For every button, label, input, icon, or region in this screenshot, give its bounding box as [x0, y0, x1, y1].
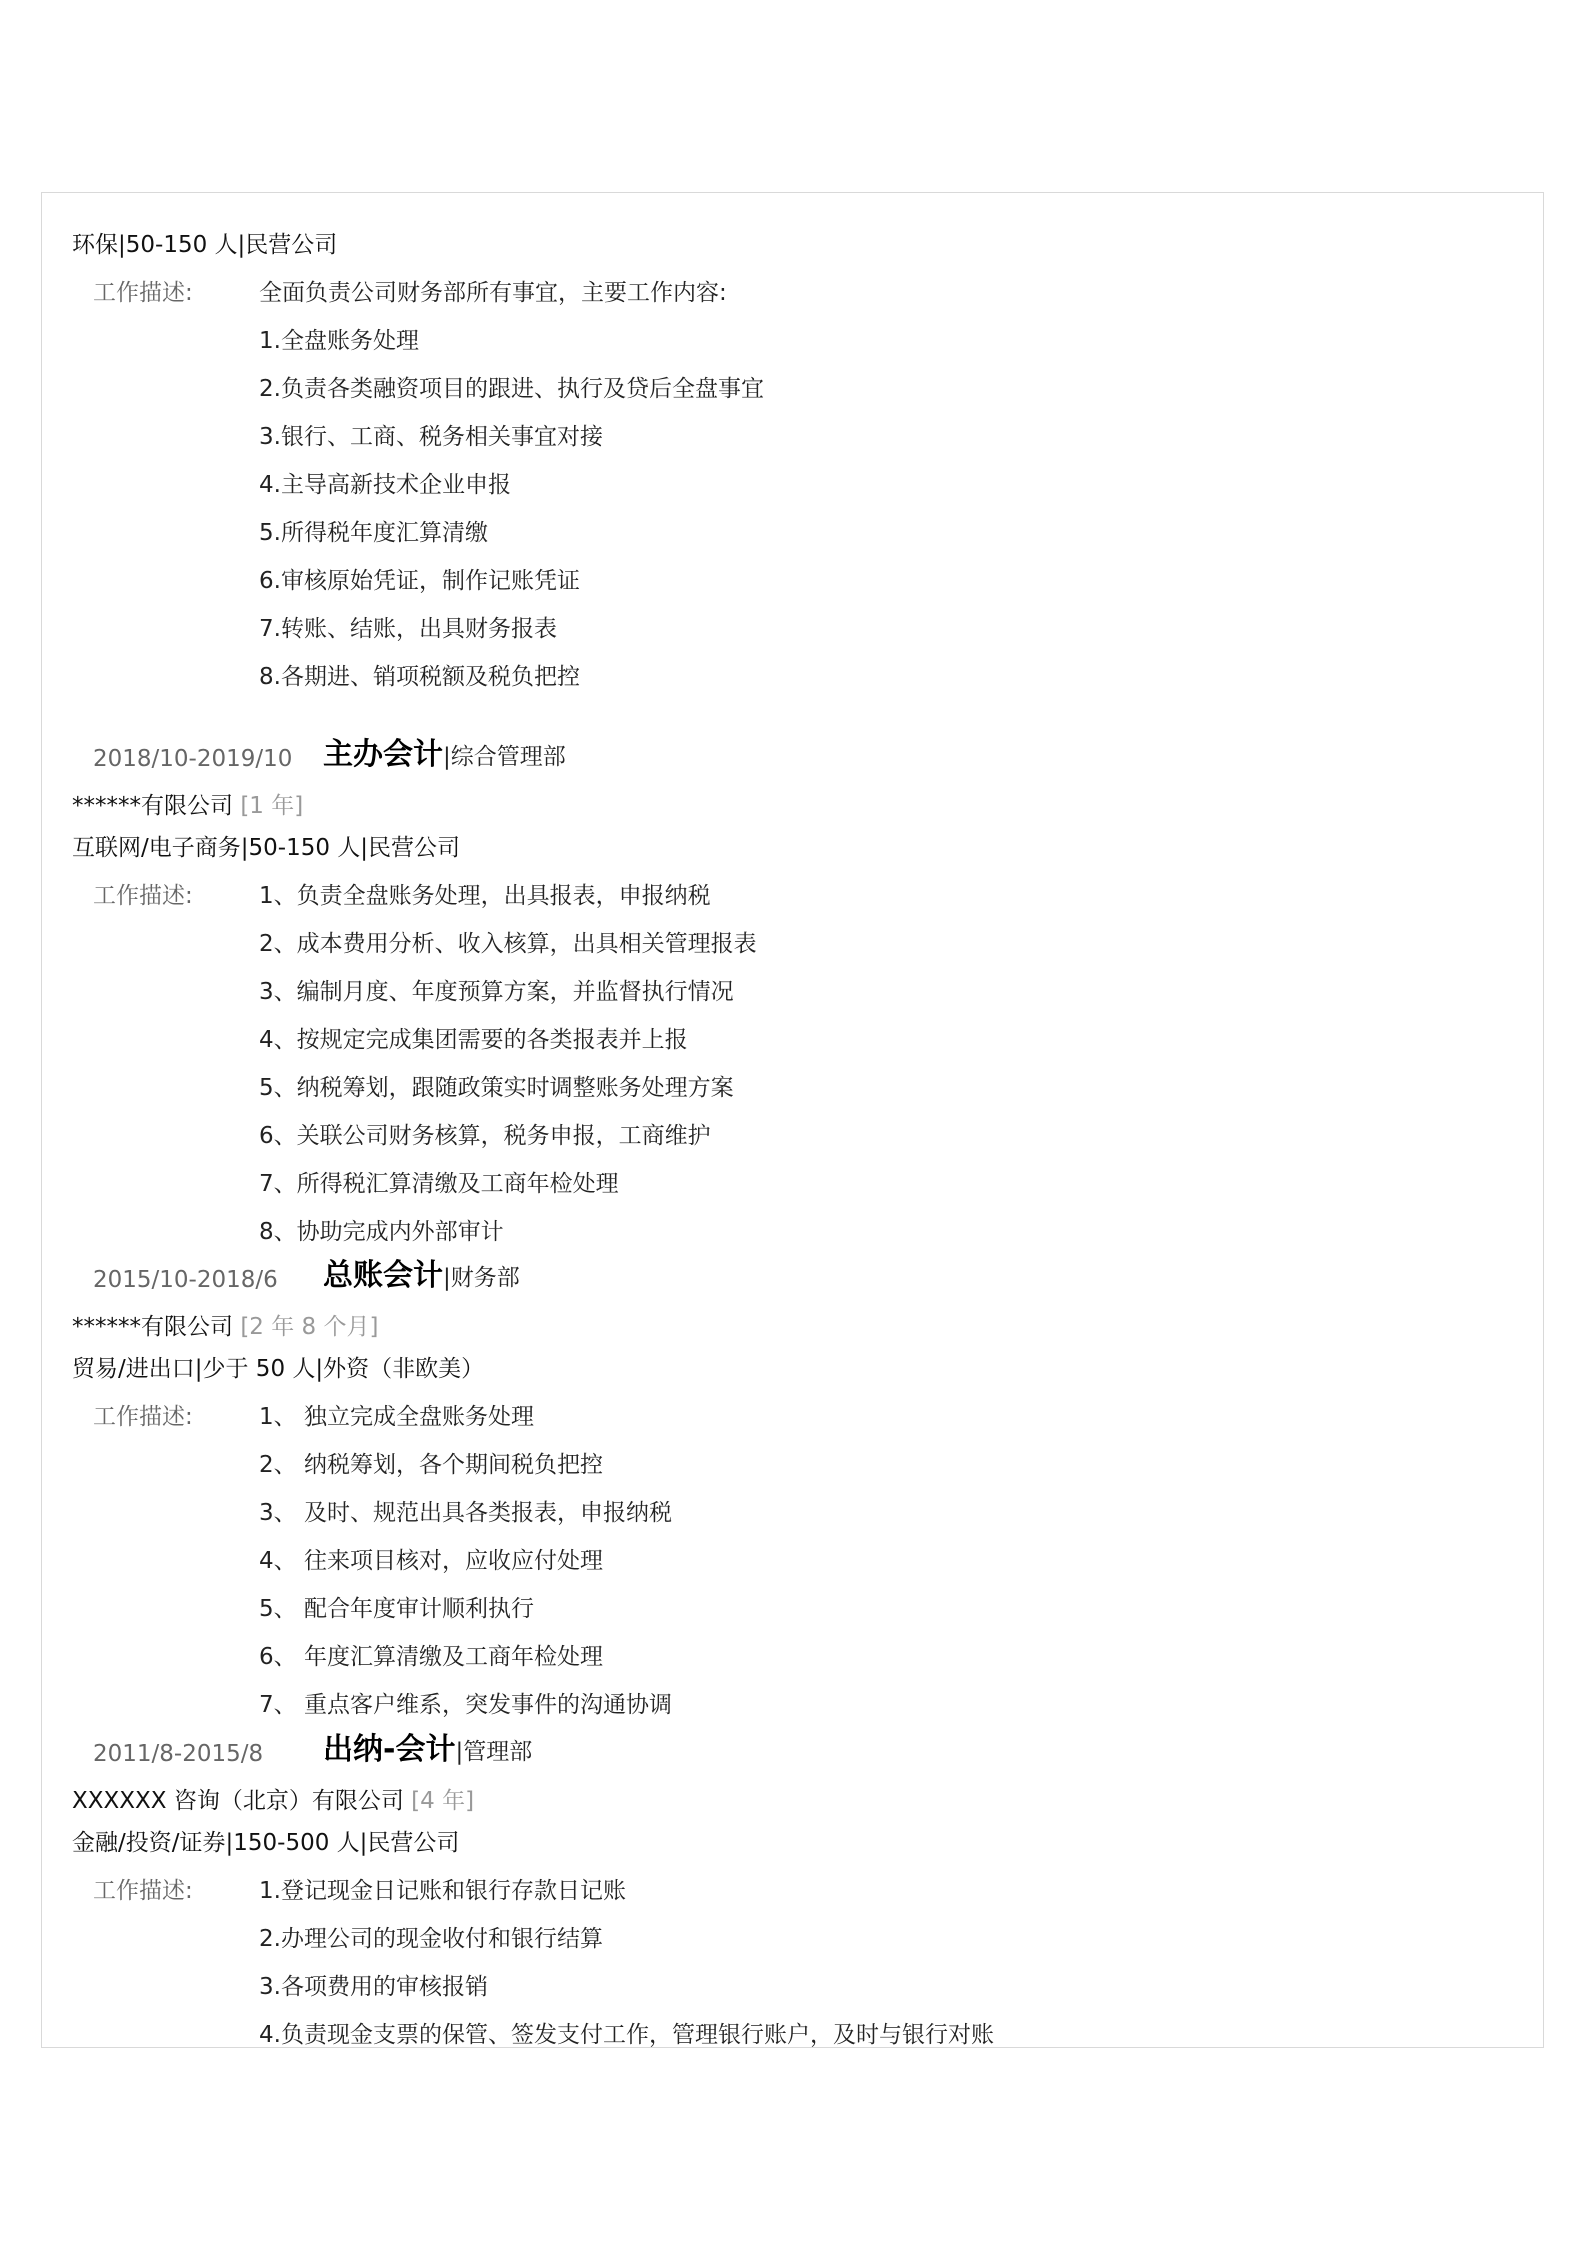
job-title-text: 总账会计 [323, 1258, 443, 1293]
desc-item: 3.银行、工商、税务相关事宜对接 [259, 424, 603, 450]
desc-item: 1、 独立完成全盘账务处理 [259, 1404, 534, 1430]
desc-item: 2.负责各类融资项目的跟进、执行及贷后全盘事宜 [259, 376, 764, 402]
desc-item: 6.审核原始凭证，制作记账凭证 [259, 568, 580, 594]
job-title [323, 736, 566, 776]
industry-line: 金融/投资/证券|150-500 人|民营公司 [72, 1830, 460, 1856]
desc-item: 4.负责现金支票的保管、签发支付工作，管理银行账户，及时与银行对账 [259, 2022, 994, 2048]
desc-item: 全面负责公司财务部所有事宜，主要工作内容: [259, 280, 727, 306]
desc-label: 工作描述: [93, 280, 193, 306]
job-period: 2018/10-2019/10 [93, 746, 293, 772]
job-separator: | [443, 1265, 451, 1291]
desc-label: 工作描述: [93, 1404, 193, 1430]
job-duration: [1 年] [240, 793, 304, 819]
job-dept: 财务部 [450, 1265, 520, 1291]
job-title-text: 主办会计 [323, 737, 443, 772]
desc-item: 6、关联公司财务核算，税务申报，工商维护 [259, 1123, 711, 1149]
job-dept: 综合管理部 [450, 744, 566, 770]
job-separator: | [443, 744, 451, 770]
desc-item: 1、负责全盘账务处理，出具报表，申报纳税 [259, 883, 711, 909]
desc-item: 4.主导高新技术企业申报 [259, 472, 511, 498]
desc-item: 7、所得税汇算清缴及工商年检处理 [259, 1171, 619, 1197]
desc-item: 1.全盘账务处理 [259, 328, 419, 354]
desc-item: 2、成本费用分析、收入核算，出具相关管理报表 [259, 931, 757, 957]
company-name: ******有限公司 [72, 1314, 233, 1340]
job-separator: | [455, 1739, 464, 1765]
desc-item: 5、纳税筹划，跟随政策实时调整账务处理方案 [259, 1075, 734, 1101]
job-title-text: 出纳-会计 [323, 1732, 456, 1767]
desc-item: 6、 年度汇算清缴及工商年检处理 [259, 1644, 603, 1670]
job-title [323, 1257, 520, 1297]
desc-item: 8、协助完成内外部审计 [259, 1219, 504, 1245]
desc-item: 2.办理公司的现金收付和银行结算 [259, 1926, 603, 1952]
desc-label: 工作描述: [93, 883, 193, 909]
desc-item: 3.各项费用的审核报销 [259, 1974, 488, 2000]
desc-item: 2、 纳税筹划，各个期间税负把控 [259, 1452, 603, 1478]
desc-item: 3、编制月度、年度预算方案，并监督执行情况 [259, 979, 734, 1005]
job-period: 2015/10-2018/6 [93, 1267, 278, 1293]
desc-item: 7.转账、结账，出具财务报表 [259, 616, 557, 642]
company-name: XXXXXX 咨询（北京）有限公司 [72, 1788, 404, 1814]
job-duration: [2 年 8 个月] [240, 1314, 379, 1340]
desc-item: 5、 配合年度审计顺利执行 [259, 1596, 534, 1622]
desc-item: 4、 往来项目核对，应收应付处理 [259, 1548, 603, 1574]
desc-label: 工作描述: [93, 1878, 193, 1904]
job-period: 2011/8-2015/8 [93, 1741, 264, 1767]
desc-item: 4、按规定完成集团需要的各类报表并上报 [259, 1027, 688, 1053]
company-line [72, 1312, 378, 1342]
desc-item: 3、 及时、规范出具各类报表，申报纳税 [259, 1500, 672, 1526]
job-duration: [4 年] [411, 1788, 475, 1814]
industry-line: 贸易/进出口|少于 50 人|外资（非欧美） [72, 1356, 485, 1382]
job-title [323, 1731, 532, 1771]
desc-item: 7、 重点客户维系，突发事件的沟通协调 [259, 1692, 672, 1718]
industry-line: 互联网/电子商务|50-150 人|民营公司 [72, 835, 461, 861]
company-line [72, 791, 303, 821]
industry-line: 环保|50-150 人|民营公司 [72, 232, 338, 258]
desc-item: 8.各期进、销项税额及税负把控 [259, 664, 580, 690]
desc-item: 1.登记现金日记账和银行存款日记账 [259, 1878, 626, 1904]
desc-item: 5.所得税年度汇算清缴 [259, 520, 488, 546]
company-name: ******有限公司 [72, 793, 233, 819]
company-line [72, 1786, 474, 1816]
job-dept: 管理部 [463, 1739, 533, 1765]
